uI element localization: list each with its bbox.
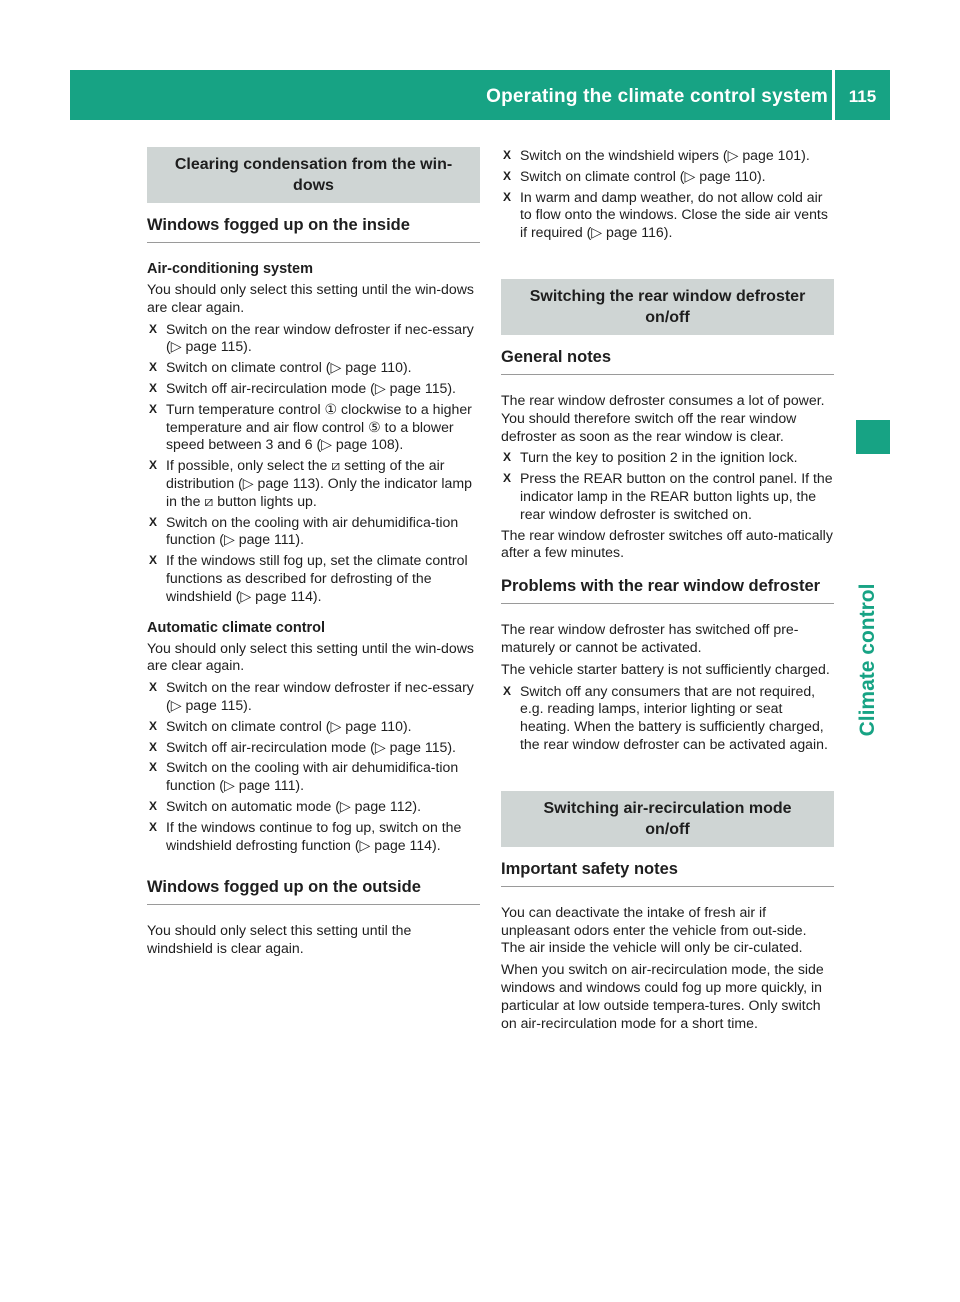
problems-text: The vehicle starter battery is not sufficiently charged. [501, 660, 830, 677]
outside-text: You should only select this setting until the windshield is clear again. [147, 922, 412, 957]
heading-ac-system: Air-conditioning system [147, 261, 313, 277]
defroster-step: X Press the REAR button on the control panel. If the indicator lamp in the REAR button lights up, the rear window defroster is switched on. [501, 470, 834, 523]
ac-step: X Switch on the rear window defroster if nec-essary (▷ page 115). [147, 321, 480, 357]
page-header-title: Operating the climate control system [486, 86, 828, 107]
ac-step: X If the windows still fog up, set the climate control functions as described for defrosting of the windshield (▷ page 114). [147, 552, 480, 605]
heading-defroster-problems: Problems with the rear window defroster [501, 576, 834, 604]
left-column [147, 147, 480, 962]
section-title-air-recirculation: Switching air-recirculation mode on/off [501, 791, 834, 847]
auto-step: X Switch on climate control (▷ page 110). [147, 718, 480, 736]
chapter-tab-marker [856, 420, 890, 454]
right-column [501, 147, 834, 1036]
auto-step: X If the windows continue to fog up, switch on the windshield defrosting function (▷ page 114). [147, 819, 480, 855]
heading-fogged-outside: Windows fogged up on the outside [147, 877, 480, 905]
ac-step: X Switch off air-recirculation mode (▷ page 115). [147, 380, 480, 398]
heading-auto-climate: Automatic climate control [147, 619, 326, 636]
problems-step: X Switch off any consumers that are not required, e.g. reading lamps, interior lighting or seat heating. When the battery is sufficiently charged, the rear window defroster can be activated again. [501, 683, 834, 754]
auto-step: X Switch on automatic mode (▷ page 112). [147, 798, 480, 816]
auto-step: X Switch on the cooling with air dehumidifica-tion function (▷ page 111). [147, 759, 480, 795]
defroster-step: X Turn the key to position 2 in the ignition lock. [501, 449, 834, 467]
ac-step: X If possible, only select the ⧄ setting of the air distribution (▷ page 113). Only the indicator lamp in the ⧄ button lights up. [147, 457, 480, 510]
ac-step: X Switch on the cooling with air dehumidifica-tion function (▷ page 111). [147, 514, 480, 550]
outside-step: X Switch on the windshield wipers (▷ page 101). [501, 147, 834, 165]
heading-general-notes: General notes [501, 347, 834, 375]
section-title-condensation: Clearing condensation from the win-dows [147, 147, 480, 203]
auto-step: X Switch on the rear window defroster if nec-essary (▷ page 115). [147, 679, 480, 715]
section-title-rear-defroster: Switching the rear window defroster on/off [501, 279, 834, 335]
ac-step: X Switch on climate control (▷ page 110). [147, 359, 480, 377]
problems-text: The rear window defroster has switched off pre-maturely or cannot be activated. [501, 621, 799, 655]
outside-step: X In warm and damp weather, do not allow cold air to flow onto the windows. Close the side air vents if required (▷ page 116). [501, 189, 834, 242]
safety-text: When you switch on air-recirculation mode, the side windows and windows could fog up more quickly, in particular at low outside tempera-tures. Only switch on air-recirculation mode for a short time. [501, 961, 824, 1031]
heading-safety-notes: Important safety notes [501, 859, 834, 887]
page-number: 115 [848, 87, 877, 106]
safety-text: You can deactivate the intake of fresh air if unpleasant odors enter the vehicle from out-side. The air inside the vehicle will only be cir-culated. [501, 903, 807, 956]
auto-step: X Switch off air-recirculation mode (▷ page 115). [147, 739, 480, 757]
outside-step: X Switch on climate control (▷ page 110). [501, 168, 834, 186]
auto-off-text: The rear window defroster switches off auto-matically after a few minutes. [501, 526, 833, 561]
heading-fogged-inside: Windows fogged up on the inside [147, 215, 480, 243]
ac-intro-text: You should only select this setting until the win-dows are clear again. [147, 281, 474, 315]
auto-intro-text: You should only select this setting until the win-dows are clear again. [147, 639, 474, 674]
ac-step: X Turn temperature control ① clockwise to a higher temperature and air flow control ⑤ to a blower speed between 3 and 6 (▷ page 108). [147, 401, 480, 454]
general-notes-text: The rear window defroster consumes a lot of power. You should therefore switch off the rear window defroster as soon as the rear window is clear. [501, 391, 825, 444]
